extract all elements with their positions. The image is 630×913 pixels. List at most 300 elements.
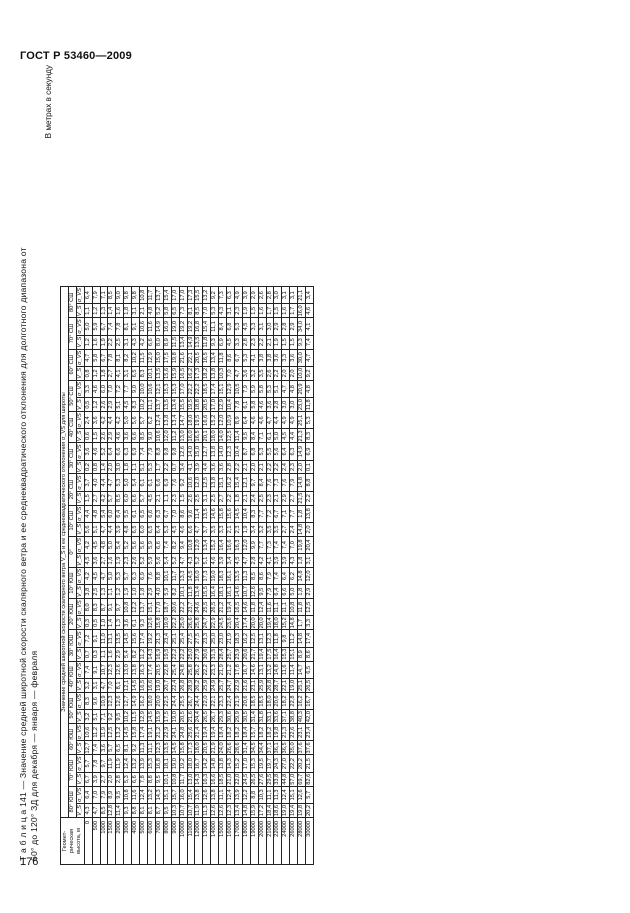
value-cell: 7,0	[290, 536, 298, 553]
value-cell: 6,9	[306, 443, 314, 460]
table-row	[290, 287, 298, 865]
value-cell: 16,9	[163, 318, 171, 335]
value-cell: 27,6	[258, 773, 265, 785]
value-cell: 20,6	[242, 648, 249, 660]
vs-subheader: V_S	[76, 586, 83, 597]
value-cell: 3,8	[258, 349, 266, 366]
value-cell: 7,4	[108, 318, 116, 335]
value-cell: 30,5	[242, 711, 249, 723]
value-cell: 5,3	[234, 318, 242, 335]
value-cell: 14,5	[234, 505, 242, 522]
value-cell: 16,3	[203, 773, 210, 785]
value-cell: 2,1	[140, 304, 148, 318]
value-cell: 2,6	[132, 554, 140, 568]
value-cell: 11,6	[132, 786, 140, 803]
value-cell: 6,9	[132, 443, 140, 460]
value-cell: 19,0	[211, 567, 219, 584]
latitude-header: 50° СШ	[68, 380, 76, 411]
value-cell: 11,6	[147, 318, 155, 335]
value-cell: 2,9	[282, 491, 290, 505]
value-cell: 6,6	[187, 522, 195, 536]
value-cell: 12,3	[266, 630, 274, 647]
vs-subheader: V_S	[76, 492, 83, 504]
value-cell: 11,9	[108, 755, 116, 772]
value-cell: 14,5	[147, 711, 154, 723]
value-cell: 7,6	[282, 474, 290, 491]
value-cell: 16,2	[298, 692, 306, 709]
subcolumn-header-row	[76, 287, 84, 865]
latitude-header: 30° СШ	[68, 443, 76, 474]
value-cell: 26,8	[266, 679, 273, 691]
value-cell: 23,0	[298, 399, 305, 411]
value-cell: 14,0	[219, 443, 227, 460]
value-cell: 3,5	[211, 522, 219, 536]
value-cell: 1,3	[100, 585, 108, 599]
value-cell: 9,5	[242, 429, 250, 443]
value-cell: 10,3	[258, 786, 266, 803]
value-cell: 6,7	[163, 505, 171, 522]
value-cell: 10,1	[179, 586, 186, 598]
value-cell: 69,7	[298, 773, 305, 785]
value-cell: 6,7	[100, 318, 108, 335]
value-cell: 22,8	[290, 692, 298, 709]
value-cell: 22,0	[203, 692, 211, 709]
value-cell: 4,7	[242, 554, 250, 568]
value-cell: 1,6	[108, 647, 116, 661]
value-cell: 12,3	[108, 692, 116, 709]
value-cell: 7,1	[258, 429, 266, 443]
value-cell: 2,3	[124, 554, 132, 568]
value-cell: 23,3	[203, 630, 211, 647]
sigma-subheader: σ_VS	[76, 787, 83, 802]
value-cell: 18,0	[274, 617, 281, 629]
value-cell: 24,5	[219, 617, 226, 629]
value-cell: 12,6	[203, 786, 211, 803]
table-row	[84, 287, 92, 865]
value-cell: 19,1	[147, 724, 155, 741]
value-cell: 3,7	[203, 522, 211, 536]
value-cell: 18,2	[282, 692, 290, 709]
value-cell: 5,0	[124, 474, 132, 491]
value-cell: 5,6	[155, 554, 163, 568]
value-cell: 34,0	[298, 318, 306, 335]
value-cell: 12,5	[108, 724, 116, 741]
value-cell: 9,2	[179, 474, 187, 491]
value-cell: 27,5	[195, 630, 203, 647]
value-cell: 14,8	[298, 523, 305, 535]
value-cell: 2,8	[227, 460, 235, 474]
value-cell: 1,1	[100, 647, 108, 661]
value-cell: 10,4	[234, 443, 242, 460]
value-cell: 19,7	[266, 755, 274, 772]
value-cell: 7,0	[171, 505, 179, 522]
value-cell: 13,4	[171, 412, 179, 429]
value-cell: 12,7	[84, 742, 91, 754]
value-cell: 2,5	[116, 335, 124, 349]
value-cell: 12,6	[116, 692, 124, 709]
value-cell: 2,4	[282, 460, 290, 474]
value-cell: 14,0	[187, 443, 195, 460]
value-cell: 1,6	[92, 335, 100, 349]
height-cell: 21000	[266, 818, 274, 865]
value-cell: 8,5	[195, 304, 203, 318]
height-cell: 12000	[195, 818, 203, 865]
value-cell: 4,4	[203, 460, 211, 474]
value-cell: 12,6	[219, 804, 226, 816]
value-cell: 2,2	[227, 491, 235, 505]
value-cell: 2,5	[195, 491, 203, 505]
value-cell: 6,6	[155, 536, 163, 553]
value-cell: 20,6	[242, 692, 250, 709]
value-cell: 3,5	[266, 522, 274, 536]
value-cell: 16,8	[155, 755, 163, 772]
value-cell: 14,6	[211, 505, 219, 522]
value-cell: 4,3	[84, 803, 92, 817]
value-cell: 22,6	[290, 724, 298, 741]
value-cell: 2,1	[155, 491, 163, 505]
table-row	[242, 287, 250, 865]
sigma-subheader: σ_VS	[76, 537, 83, 553]
value-cell: 4,2	[116, 412, 124, 429]
value-cell: 4,2	[84, 536, 92, 553]
value-cell: 2,3	[234, 304, 242, 318]
value-cell: 17,4	[306, 630, 314, 647]
value-cell: 0,6	[84, 429, 92, 443]
vs-subheader: V_S	[76, 461, 83, 473]
value-cell: 15,3	[147, 755, 155, 772]
value-cell: 13,0	[179, 430, 186, 442]
height-cell: 5000	[140, 818, 148, 865]
value-cell: 17,3	[195, 367, 202, 379]
value-cell: 1,7	[155, 460, 163, 474]
value-cell: 2,7	[100, 554, 108, 568]
caption-line-1: Т а б л и ц а 141 — Значение средней широтной скорости скалярного ветра и ее среднеквадратического отклонения для долготного диапазона от	[18, 247, 28, 861]
value-cell: 8,7	[155, 803, 163, 817]
value-cell: 1,0	[100, 616, 108, 630]
value-cell: 6,6	[132, 429, 140, 443]
value-cell: 21,1	[298, 287, 306, 304]
value-cell: 20,5	[195, 349, 203, 366]
vs-subheader: V_S	[76, 680, 83, 691]
value-cell: 25,0	[179, 617, 186, 629]
value-cell: 40,3	[298, 711, 305, 723]
value-cell: 6,8	[227, 318, 235, 335]
table-row	[116, 287, 124, 865]
value-cell: 24,4	[195, 711, 202, 723]
value-cell: 7,0	[227, 366, 235, 380]
value-cell: 9,7	[116, 599, 124, 616]
value-cell: 11,8	[203, 336, 210, 348]
value-cell: 14,8	[274, 661, 282, 678]
value-cell: 8,1	[187, 304, 195, 318]
value-cell: 2,3	[266, 491, 274, 505]
value-cell: 27,5	[187, 630, 195, 647]
value-cell: 6,2	[147, 412, 155, 429]
value-cell: 3,9	[282, 554, 290, 568]
value-cell: 17,0	[171, 287, 179, 304]
value-cell: 1,1	[163, 491, 171, 505]
value-cell: 2,9	[147, 585, 155, 599]
value-cell: 3,9	[195, 460, 203, 474]
value-cell: 16,6	[147, 679, 154, 691]
value-cell: 16,5	[195, 430, 202, 442]
value-cell: 11,7	[179, 773, 186, 785]
value-cell: 3,5	[258, 366, 266, 380]
value-cell: 3,1	[203, 491, 211, 505]
value-cell: 19,2	[187, 318, 195, 335]
value-cell: 11,9	[116, 755, 124, 772]
value-cell: 1,3	[116, 616, 124, 630]
value-cell: 14,9	[298, 443, 306, 460]
value-cell: 15,1	[147, 599, 155, 616]
value-cell: 16,5	[179, 367, 186, 379]
value-cell: 4,9	[290, 412, 298, 429]
value-cell: 4,7	[100, 678, 108, 692]
value-cell: 18,0	[147, 692, 155, 709]
value-cell: 22,5	[163, 692, 171, 709]
value-cell: 15,8	[132, 724, 140, 741]
value-cell: 11,2	[92, 724, 100, 741]
value-cell: 21,9	[234, 692, 242, 709]
value-cell: 19,0	[171, 318, 179, 335]
value-cell: 7,9	[147, 443, 155, 460]
value-cell: 25,1	[298, 412, 306, 429]
value-cell: 13,1	[108, 630, 116, 647]
value-cell: 2,3	[171, 491, 179, 505]
value-cell: 4,2	[140, 335, 148, 349]
value-cell: 13,4	[195, 586, 202, 598]
value-cell: 6,7	[84, 772, 92, 786]
value-cell: 7,9	[242, 380, 250, 397]
value-cell: 3,0	[290, 398, 298, 412]
value-cell: 15,1	[219, 474, 227, 491]
value-cell: 34,5	[250, 742, 257, 754]
value-cell: 7,8	[116, 318, 124, 335]
value-cell: 16,2	[242, 630, 250, 647]
value-cell: 82,6	[306, 773, 313, 785]
value-cell: 31,4	[250, 711, 257, 723]
value-cell: 2,4	[290, 522, 298, 536]
value-cell: 9,1	[92, 630, 100, 647]
value-cell: 4,7	[100, 567, 108, 584]
value-cell: 2,0	[108, 460, 116, 474]
value-cell: 10,6	[147, 380, 155, 397]
value-cell: 13,5	[163, 399, 170, 411]
table-row	[92, 287, 100, 865]
value-cell: 3,3	[84, 380, 92, 397]
value-cell: 16,7	[195, 755, 203, 772]
value-cell: 5,1	[140, 460, 148, 474]
height-cell: 1000	[100, 818, 108, 865]
value-cell: 7,2	[116, 380, 124, 397]
value-cell: 28,7	[274, 679, 281, 691]
value-cell: 8,9	[108, 786, 116, 803]
value-cell: 19,8	[298, 804, 305, 816]
value-cell: 17,2	[258, 804, 265, 816]
vs-subheader: V_S	[76, 742, 83, 754]
value-cell: 2,0	[108, 772, 116, 786]
value-cell: 20,0	[155, 692, 163, 709]
value-cell: 1,9	[274, 335, 282, 349]
value-cell: 23,9	[234, 648, 241, 660]
value-cell: 4,6	[258, 398, 266, 412]
value-cell: 6,0	[140, 522, 148, 536]
table-row	[234, 287, 242, 865]
value-cell: 7,7	[290, 505, 298, 522]
latitude-header-row	[68, 287, 76, 865]
value-cell: 7,8	[234, 398, 242, 412]
value-cell: 8,6	[227, 349, 235, 366]
value-cell: 8,5	[116, 491, 124, 505]
value-cell: 10,2	[132, 349, 140, 366]
value-cell: 11,0	[195, 805, 202, 816]
value-cell: 9,3	[140, 616, 148, 630]
value-cell: 23,1	[298, 724, 306, 741]
table-row	[282, 287, 290, 865]
value-cell: 6,6	[132, 491, 140, 505]
value-cell: 25,7	[227, 648, 234, 660]
value-cell: 2,4	[250, 491, 258, 505]
value-cell: 6,7	[100, 349, 108, 366]
value-cell: 25,4	[179, 630, 187, 647]
value-cell: 20,9	[298, 380, 306, 397]
value-cell: 3,6	[242, 366, 250, 380]
value-cell: 19,4	[211, 724, 219, 741]
value-cell: 2,7	[108, 366, 116, 380]
value-cell: 26,5	[250, 773, 257, 785]
table-row	[227, 287, 235, 865]
value-cell: 20,4	[234, 617, 241, 629]
value-cell: 24,1	[171, 724, 179, 741]
latitude-header: 20° СШ	[68, 474, 76, 505]
value-cell: 21,3	[155, 630, 163, 647]
value-cell: 3,4	[250, 522, 258, 536]
value-cell: 7,4	[274, 536, 282, 553]
value-cell: 11,1	[219, 786, 227, 803]
value-cell: 10,0	[298, 367, 305, 379]
value-cell: 12,4	[124, 755, 132, 772]
value-cell: 1,8	[140, 585, 148, 599]
value-cell: 25,4	[171, 661, 179, 678]
value-cell: 10,4	[242, 505, 250, 522]
value-cell: 8,4	[258, 474, 266, 491]
value-cell: 7,8	[108, 349, 116, 366]
value-cell: 4,9	[234, 287, 242, 304]
value-cell: 22,2	[171, 648, 178, 660]
value-cell: 5,8	[250, 398, 258, 412]
value-cell: 25,0	[211, 630, 219, 647]
value-cell: 6,0	[108, 505, 116, 522]
value-cell: 5,5	[266, 443, 274, 460]
value-cell: 25,0	[187, 648, 194, 660]
vs-subheader: V_S	[76, 555, 83, 566]
height-cell: 2000	[116, 818, 124, 865]
value-cell: 10,8	[124, 599, 132, 616]
value-cell: 23,3	[211, 661, 219, 678]
value-cell: 12,6	[211, 804, 218, 816]
value-cell: 11,5	[171, 336, 178, 348]
value-cell: 11,2	[171, 430, 178, 442]
value-cell: 2,3	[250, 335, 258, 349]
table-row	[211, 287, 219, 865]
height-cell: 7000	[155, 818, 163, 865]
value-cell: 19,5	[163, 648, 170, 660]
value-cell: 5,9	[92, 318, 100, 335]
value-cell: 12,4	[282, 786, 290, 803]
value-cell: 5,2	[195, 554, 203, 568]
value-cell: 2,8	[274, 398, 282, 412]
value-cell: 7,9	[92, 287, 100, 304]
value-cell: 20,4	[306, 536, 314, 553]
value-cell: 6,4	[108, 443, 116, 460]
value-cell: 9,1	[132, 318, 140, 335]
value-cell: 1,6	[282, 304, 290, 318]
value-cell: 10,4	[227, 399, 234, 411]
value-cell: 16,1	[227, 586, 234, 598]
value-cell: 18,1	[219, 586, 226, 598]
value-cell: 12,5	[203, 474, 211, 491]
value-cell: 15,3	[171, 380, 179, 397]
value-cell: 1,5	[282, 335, 290, 349]
value-cell: 7,4	[84, 661, 92, 678]
value-cell: 4,5	[84, 554, 92, 568]
latitude-header: 60° СШ	[68, 349, 76, 380]
value-cell: 12,0	[219, 412, 227, 429]
value-cell: 13,0	[124, 661, 132, 678]
value-cell: 10,7	[179, 804, 186, 816]
value-cell: 9,8	[282, 630, 290, 647]
value-cell: 6,9	[140, 567, 148, 584]
value-cell: 15,5	[179, 399, 186, 411]
value-cell: 7,9	[266, 567, 274, 584]
value-cell: 7,8	[140, 772, 148, 786]
value-cell: 8,3	[132, 398, 140, 412]
value-cell: 8,8	[155, 567, 163, 584]
value-cell: 7,4	[92, 741, 100, 755]
value-cell: 13,7	[155, 287, 163, 304]
value-cell: 23,4	[306, 724, 314, 741]
value-cell: 5,9	[250, 380, 258, 397]
value-cell: 22,2	[179, 648, 186, 660]
value-cell: 10,3	[219, 367, 226, 379]
value-cell: 4,6	[250, 412, 258, 429]
value-cell: 5,0	[108, 567, 116, 584]
value-cell: 21,9	[211, 742, 218, 754]
value-cell: 10,1	[163, 567, 171, 584]
value-cell: 17,4	[147, 661, 155, 678]
value-cell: 21,7	[250, 648, 257, 660]
value-cell: 13,4	[211, 349, 219, 366]
height-cell: 28000	[298, 818, 306, 865]
value-cell: 22,1	[187, 349, 195, 366]
value-cell: 34,4	[258, 742, 265, 754]
value-cell: 3,3	[250, 318, 258, 335]
table-row	[250, 287, 258, 865]
value-cell: 4,8	[124, 522, 132, 536]
value-cell: 4,7	[84, 349, 92, 366]
value-cell: 23,1	[250, 679, 257, 691]
value-cell: 15,9	[155, 711, 162, 723]
value-cell: 18,4	[219, 724, 227, 741]
latitude-header: 70° СШ	[68, 318, 76, 349]
value-cell: 8,3	[84, 692, 92, 709]
value-cell: 9,3	[298, 335, 306, 349]
value-cell: 4,7	[195, 522, 203, 536]
value-cell: 3,2	[258, 522, 266, 536]
value-cell: 5,0	[108, 536, 116, 553]
value-cell: 12,9	[147, 349, 155, 366]
value-cell: 14,5	[132, 679, 139, 691]
